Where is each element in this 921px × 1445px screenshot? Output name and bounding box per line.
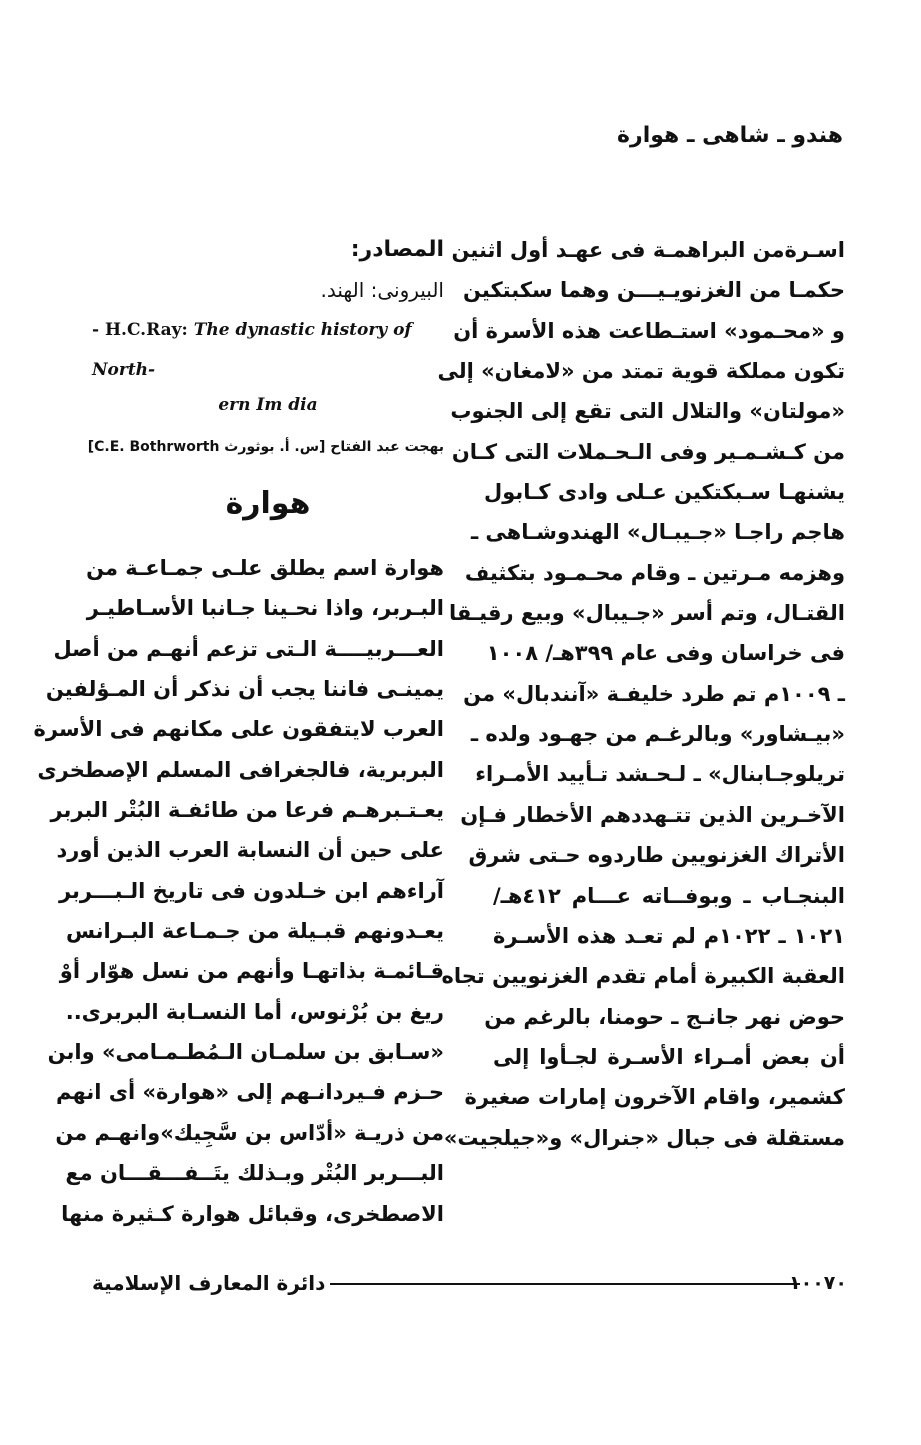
text-line: أن بعض أمـراء الأسـرة لجـأوا إلى: [493, 1044, 845, 1069]
running-header: هندو ـ شاهى ـ هوارة: [617, 123, 843, 148]
text-line: «بيـشاور» وبالرغـم من جهـود ولده ـ: [470, 722, 845, 747]
text-line: من ذريـة «أدّاس بن سَّجِيك»وانهـم من: [55, 1120, 444, 1145]
text-line: «مولتان» والتلال التى تقع إلى الجنوب: [450, 399, 845, 424]
sources-heading: المصادر:: [350, 237, 444, 262]
text-line: ١٠٢١ ـ ١٠٢٢م لم تعـد هذه الأسـرة: [493, 923, 845, 948]
text-line: ـ ١٠٠٩م تم طرد خليفـة «آنندبال» من: [463, 681, 845, 706]
text-line: حكمـا من الغزنويـيـــن وهما سكبتكين: [462, 278, 845, 303]
text-line: العقبة الكبيرة أمام تقدم الغزنويين تجاه: [441, 964, 845, 989]
text-line: يمينـى فاننا يجب أن نذكر أن المـؤلفين: [45, 677, 444, 702]
text-line: العـــربيــــة الـتى تزعم أنهـم من أصل: [53, 636, 444, 661]
text-line: يعـدونهم قبـيلة من جـمـاعة البـرانس: [65, 919, 444, 944]
text-line: على حين أن النسابة العرب الذين أورد: [56, 838, 444, 863]
text-line: وهزمه مـرتين ـ وقام محـمـود بتكثيف: [464, 560, 845, 585]
text-line: فى خراسان وفى عام ٣٩٩هـ/ ١٠٠٨: [486, 641, 845, 666]
text-line: حـزم فـيردانـهم إلى «هوارة» أى انهم: [56, 1080, 444, 1105]
text-line: «سـابق بن سلمـان الـمُطـمـامى» وابن: [47, 1040, 444, 1065]
source-item: البيرونى: الهند.: [320, 278, 444, 302]
footer-divider: [330, 1283, 800, 1285]
text-line: الاصطخرى، وقبائل هوارة كـثيرة منها: [61, 1201, 444, 1226]
text-line: العرب لايتفقون على مكانهم فى الأسرة: [33, 717, 444, 742]
text-line: البـــربر البُتْر وبـذلك يتَــفـــقـــان مع: [65, 1161, 444, 1186]
text-line: كشمير، واقام الآخرون إمارات صغيرة: [464, 1085, 845, 1110]
left-column: [33, 230, 444, 1234]
text-line: تريلوجـابنال» ـ لـحـشد تـأييد الأمـراء: [475, 762, 845, 787]
text-line: الآخـرين الذين تتـهددهم الأخطار فـإن: [460, 802, 845, 827]
text-line: اسـرةمن البراهمـة فى عهـد أول اثنين: [451, 238, 845, 262]
text-line: الأتراك الغزنويين طاردوه حـتى شرق: [468, 843, 845, 868]
text-line: هاجم راجـا «جـيبـال» الهندوشـاهى ـ: [470, 520, 845, 545]
publication-title: دائرة المعارف الإسلامية: [92, 1271, 326, 1295]
text-line: البـربر، واذا نحـينا جـانبا الأسـاطيـر: [86, 596, 444, 621]
text-line: قـائمـة بذاتهـا وأنهم من نسل هوّار أوْ: [59, 959, 444, 984]
source-title: The dynastic history of North-: [92, 320, 412, 380]
text-line: و «محـمود» استـطاعت هذه الأسرة أن: [453, 318, 845, 343]
text-line: يعـتـبرهـم فرعا من طائفـة البُتْر البربر: [50, 798, 444, 823]
right-column: [437, 230, 845, 1158]
article-title: هوارة: [225, 486, 311, 521]
page-number: ١٠٠٧٠: [789, 1272, 847, 1294]
text-line: القتـال، وتم أسر «جـيبال» وبيع رقيـقا: [448, 601, 845, 626]
text-line: حوض نهر جانـج ـ حومنا، بالرغم من: [484, 1004, 845, 1029]
text-line: من كـشـمـير وفى الـحـملات التى كـان: [451, 439, 845, 464]
text-line: هوارة اسم يطلق علـى جمـاعـة من: [86, 556, 444, 580]
text-line: مستقلة فى جبال «جنرال» و«جيلجيت»: [443, 1125, 845, 1150]
text-line: البنجـاب ـ وبوفــاته عـــام ٤١٢هـ/: [493, 883, 845, 908]
text-line: تكون مملكة قوية تمتد من «لامغان» إلى: [437, 359, 845, 384]
text-line: آراءهم ابن خـلدون فى تاريخ الـبـــربر: [58, 878, 444, 903]
source-item: [92, 310, 444, 390]
source-author: - H.C.Ray:: [92, 320, 194, 340]
source-title-continuation: ern Im dia: [218, 395, 318, 415]
article-author: بهجت عبد الفتاح [س. أ. بوثورث C.E. Bothrworth]: [87, 439, 444, 455]
article-body: [33, 548, 444, 1234]
text-line: البربرية، فالجغرافى المسلم الإصطخرى: [37, 757, 444, 782]
text-line: يشنهـا سـبكتكين عـلى وادى كـابول: [483, 480, 845, 505]
text-line: ريغ بن بُرْنوس، أما النسـابة البربرى..: [65, 999, 444, 1024]
